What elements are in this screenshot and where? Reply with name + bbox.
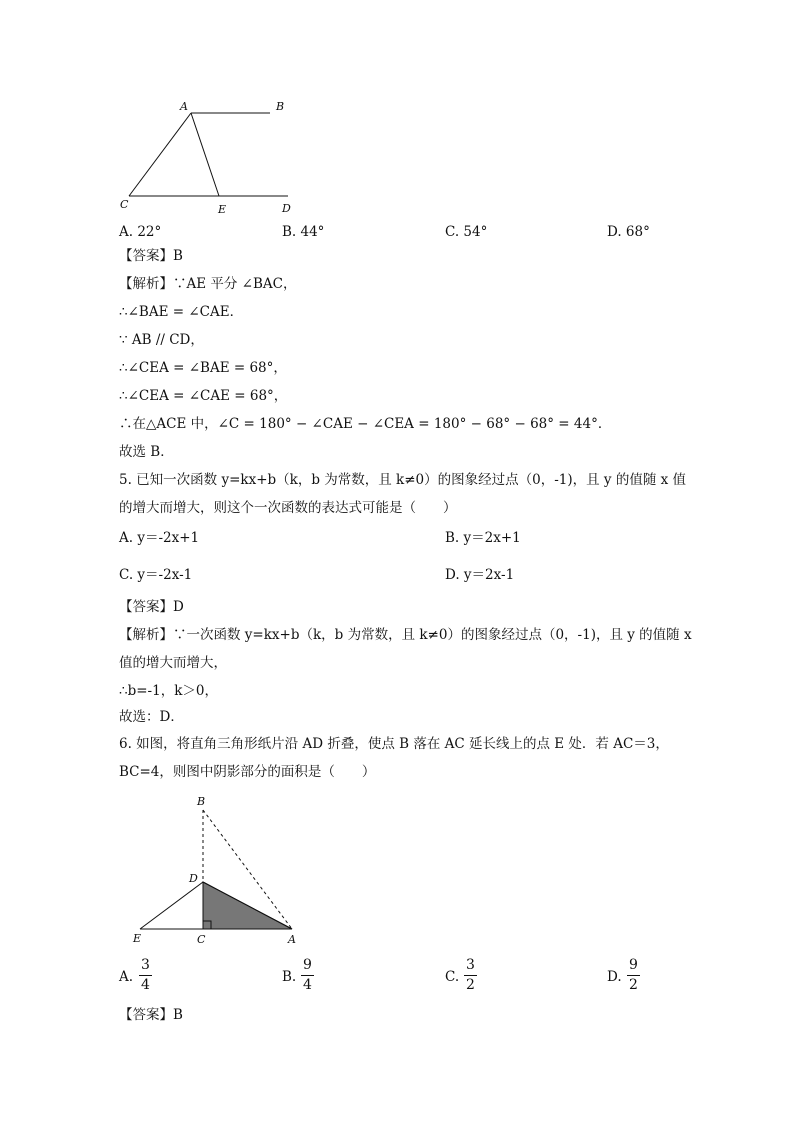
fraction-denominator: 4 <box>141 977 150 993</box>
label-e: E <box>133 932 142 945</box>
segment-ed <box>140 882 203 929</box>
q4-analysis-line: ∴∠CEA = ∠BAE = 68°， <box>119 360 287 376</box>
q5-analysis-line: 值的增大而增大， <box>119 655 227 671</box>
q4-analysis-line: ∴∠BAE = ∠CAE． <box>119 304 244 320</box>
label-a: A <box>288 933 296 946</box>
q4-option-a: A. 22° <box>119 224 162 240</box>
q6-text-line: 6. 如图，将直角三角形纸片沿 AD 折叠，使点 B 落在 AC 延长线上的点 E 处．若 AC＝3， <box>119 736 669 752</box>
label-b: B <box>276 100 285 113</box>
q4-analysis-line: ∵ AB // CD， <box>119 332 204 348</box>
segment-ae <box>191 113 219 196</box>
figure-folded-triangle <box>125 790 315 950</box>
q5-option-b: B. y＝2x+1 <box>445 530 521 546</box>
label-c: C <box>120 198 129 211</box>
fraction-denominator: 2 <box>629 977 638 993</box>
q5-option-c: C. y＝-2x-1 <box>119 567 193 583</box>
q4-analysis-line: 故选 B． <box>119 444 174 460</box>
fraction-bar <box>464 975 477 976</box>
q4-option-d: D. 68° <box>607 224 650 240</box>
q5-analysis-line: ∴b=-1，k＞0， <box>119 683 218 699</box>
option-fraction <box>301 957 314 994</box>
q5-text-line: 5. 已知一次函数 y=kx+b（k，b 为常数，且 k≠0）的图象经过点（0，-1)，且 y 的值随 x 值 <box>119 472 687 488</box>
fraction-numerator: 9 <box>303 957 312 973</box>
q5-answer: 【答案】D <box>119 599 184 615</box>
option-fraction <box>139 957 152 994</box>
q5-analysis-line: 故选：D． <box>119 709 184 725</box>
label-d: D <box>282 202 291 215</box>
option-label: A. <box>119 969 134 985</box>
q4-analysis-line: ∴在△ACE 中，∠C = 180° − ∠CAE − ∠CEA = 180° − 68° − 68° = 44°． <box>119 416 612 432</box>
q4-analysis-line: ∴∠CEA = ∠CAE = 68°， <box>119 388 288 404</box>
fraction-numerator: 3 <box>466 957 475 973</box>
option-fraction <box>627 957 640 994</box>
figure-parallel-lines <box>110 95 310 220</box>
fraction-numerator: 9 <box>629 957 638 973</box>
fraction-denominator: 2 <box>466 977 475 993</box>
option-label: B. <box>282 969 297 985</box>
label-b: B <box>197 795 206 808</box>
label-d: D <box>189 872 198 885</box>
q4-option-b: B. 44° <box>282 224 325 240</box>
label-e: E <box>218 203 227 216</box>
segment-ac <box>129 113 191 196</box>
fraction-bar <box>139 975 152 976</box>
q6-answer: 【答案】B <box>119 1007 183 1023</box>
option-label: D. <box>607 969 622 985</box>
q5-option-a: A. y＝-2x+1 <box>119 530 200 546</box>
q5-text-line: 的增大而增大，则这个一次函数的表达式可能是（ ） <box>119 500 457 516</box>
q5-analysis-line: 【解析】∵一次函数 y=kx+b（k，b 为常数，且 k≠0）的图象经过点（0，-1)，且 y 的值随 x <box>119 627 692 643</box>
q4-option-c: C. 54° <box>445 224 488 240</box>
option-label: C. <box>445 969 460 985</box>
fraction-bar <box>301 975 314 976</box>
label-c: C <box>197 933 206 946</box>
label-a: A <box>180 100 188 113</box>
q4-answer: 【答案】B <box>119 248 183 264</box>
q6-text-line: BC=4，则图中阴影部分的面积是（ ） <box>119 764 376 780</box>
q5-option-d: D. y＝2x-1 <box>445 567 515 583</box>
fraction-bar <box>627 975 640 976</box>
fraction-denominator: 4 <box>303 977 312 993</box>
q4-analysis-line: 【解析】∵AE 平分 ∠BAC， <box>119 276 297 292</box>
option-fraction <box>464 957 477 994</box>
fraction-numerator: 3 <box>141 957 150 973</box>
